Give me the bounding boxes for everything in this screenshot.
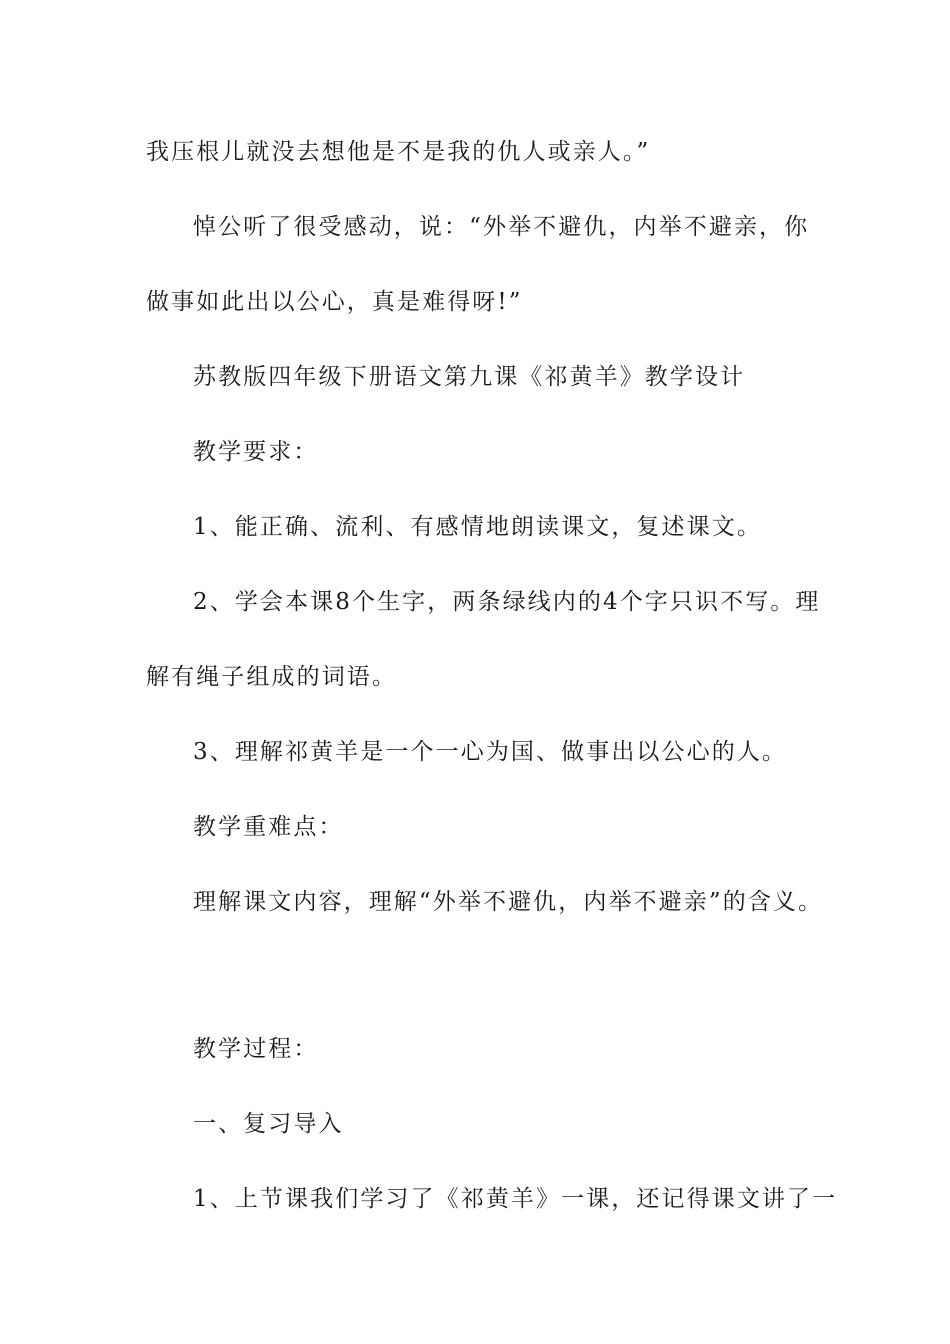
text-line: 理解课文内容，理解“外举不避仇，内举不避亲”的含义。 bbox=[193, 889, 824, 915]
text-line: 做事如此出以公心，真是难得呀!” bbox=[146, 289, 523, 315]
section-heading: 一、复习导入 bbox=[193, 1111, 344, 1137]
list-item: 3、理解祁黄羊是一个一心为国、做事出以公心的人。 bbox=[193, 739, 788, 765]
list-item: 2、学会本课8个生字，两条绿线内的4个字只识不写。理 bbox=[193, 589, 821, 615]
list-item: 1、上节课我们学习了《祁黄羊》一课，还记得课文讲了一 bbox=[193, 1186, 838, 1212]
list-item: 1、能正确、流利、有感情地朗读课文，复述课文。 bbox=[193, 514, 762, 540]
section-heading: 教学过程： bbox=[193, 1036, 319, 1062]
text-line: 解有绳子组成的词语。 bbox=[146, 664, 397, 690]
text-line: 悼公听了很受感动，说：“外举不避仇，内举不避亲，你 bbox=[193, 214, 810, 240]
section-heading: 教学要求： bbox=[193, 439, 319, 465]
section-title: 苏教版四年级下册语文第九课《祁黄羊》教学设计 bbox=[193, 364, 746, 390]
section-heading: 教学重难点： bbox=[193, 814, 344, 840]
text-line: 我压根儿就没去想他是不是我的仇人或亲人。” bbox=[146, 139, 651, 165]
